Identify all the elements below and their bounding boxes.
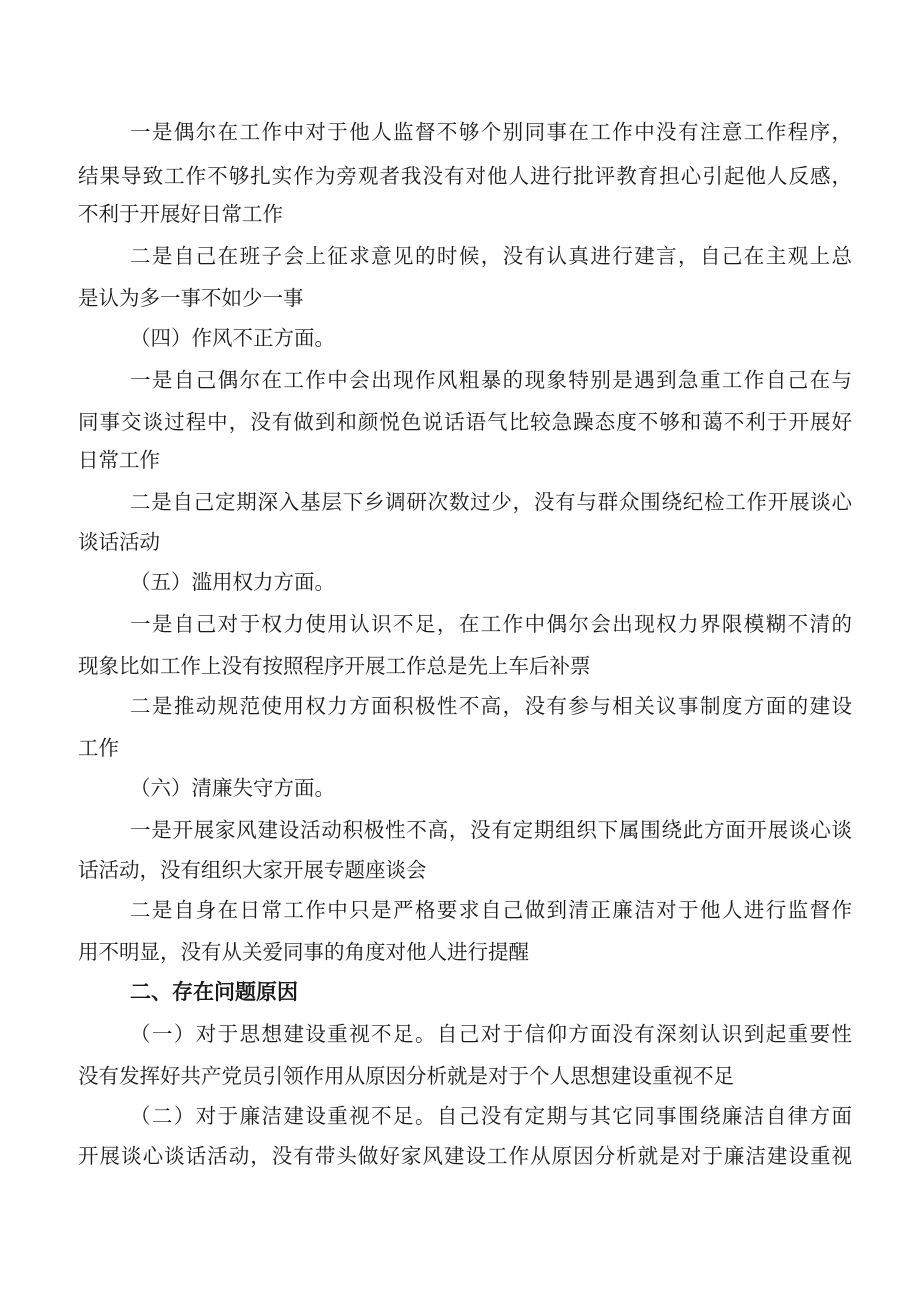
paragraph-line: 二是推动规范使用权力方面积极性不高，没有参与相关议事制度方面的建设	[130, 694, 852, 718]
section-heading: 二、存在问题原因	[130, 980, 298, 1004]
paragraph-line: 用不明显，没有从关爱同事的角度对他人进行提醒	[78, 940, 529, 964]
paragraph-line: （一）对于思想建设重视不足。自己对于信仰方面没有深刻认识到起重要性	[130, 1022, 852, 1046]
section-subheading: （六）清廉失守方面。	[130, 776, 335, 800]
paragraph-line: 工作	[78, 736, 119, 760]
paragraph-line: 一是自己偶尔在工作中会出现作风粗暴的现象特别是遇到急重工作自己在与	[130, 368, 852, 392]
paragraph-line: 一是自己对于权力使用认识不足，在工作中偶尔会出现权力界限模糊不清的	[130, 612, 852, 636]
paragraph-line: 开展谈心谈话活动，没有带头做好家风建设工作从原因分析就是对于廉洁建设重视	[78, 1144, 852, 1168]
section-subheading: （五）滥用权力方面。	[130, 570, 335, 594]
section-subheading: （四）作风不正方面。	[130, 326, 335, 350]
paragraph-line: 是认为多一事不如少一事	[78, 286, 304, 310]
paragraph-line: 二是自己在班子会上征求意见的时候，没有认真进行建言，自己在主观上总	[130, 244, 852, 268]
paragraph-line: 没有发挥好共产党员引领作用从原因分析就是对于个人思想建设重视不足	[78, 1064, 734, 1088]
paragraph-line: 二是自身在日常工作中只是严格要求自己做到清正廉洁对于他人进行监督作	[130, 898, 852, 922]
paragraph-line: 话活动，没有组织大家开展专题座谈会	[78, 858, 427, 882]
paragraph-line: 一是开展家风建设活动积极性不高，没有定期组织下属围绕此方面开展谈心谈	[130, 818, 852, 842]
paragraph-line: （二）对于廉洁建设重视不足。自己没有定期与其它同事围绕廉洁自律方面	[130, 1104, 852, 1128]
paragraph-line: 现象比如工作上没有按照程序开展工作总是先上车后补票	[78, 654, 591, 678]
paragraph-line: 谈话活动	[78, 530, 160, 554]
paragraph-line: 同事交谈过程中，没有做到和颜悦色说话语气比较急躁态度不够和蔼不利于开展好	[78, 410, 852, 434]
paragraph-line: 不利于开展好日常工作	[78, 202, 283, 226]
paragraph-line: 结果导致工作不够扎实作为旁观者我没有对他人进行批评教育担心引起他人反感，	[78, 164, 852, 188]
paragraph-line: 一是偶尔在工作中对于他人监督不够个别同事在工作中没有注意工作程序，	[130, 120, 852, 144]
paragraph-line: 二是自己定期深入基层下乡调研次数过少，没有与群众围绕纪检工作开展谈心	[130, 490, 852, 514]
paragraph-line: 日常工作	[78, 448, 160, 472]
